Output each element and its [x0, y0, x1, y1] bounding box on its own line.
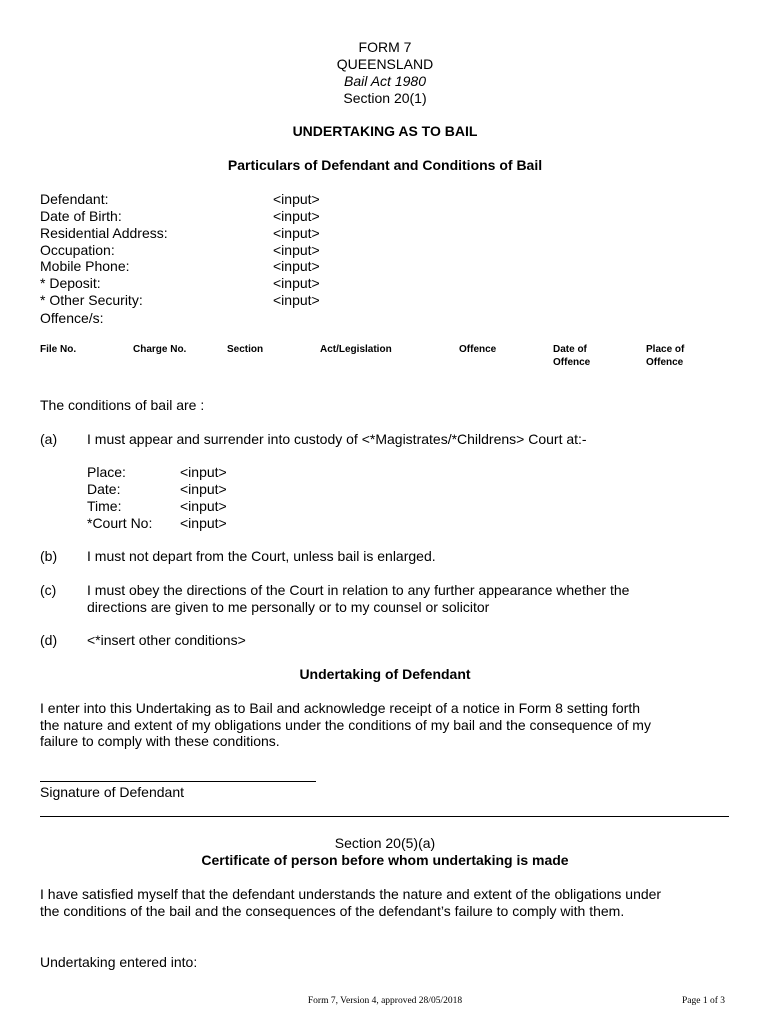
- residential-address-input[interactable]: <input>: [273, 225, 320, 241]
- column-act-legislation: Act/Legislation: [320, 344, 392, 355]
- date-of-birth-input[interactable]: <input>: [273, 208, 320, 224]
- signature-label: Signature of Defendant: [40, 784, 184, 800]
- undertaking-heading: Undertaking of Defendant: [299, 666, 471, 682]
- place-input[interactable]: <input>: [180, 464, 227, 480]
- occupation-input[interactable]: <input>: [273, 242, 320, 258]
- defendant-label: Defendant:: [40, 191, 109, 207]
- column-date-of-offence-line2: Offence: [553, 357, 591, 368]
- undertaking-text-line3: failure to comply with these conditions.: [40, 733, 280, 749]
- other-security-label: * Other Security:: [40, 292, 143, 308]
- condition-c-text-line1: I must obey the directions of the Court in relation to any further appearance whether the: [87, 582, 630, 598]
- certificate-section-reference: Section 20(5)(a): [334, 835, 436, 851]
- condition-d-text: <*insert other conditions>: [87, 632, 246, 648]
- occupation-label: Occupation:: [40, 242, 115, 258]
- deposit-label: * Deposit:: [40, 275, 101, 291]
- time-input[interactable]: <input>: [180, 498, 227, 514]
- place-label: Place:: [87, 464, 126, 480]
- state-name: QUEENSLAND: [336, 56, 434, 72]
- condition-c-marker: (c): [40, 582, 57, 598]
- mobile-phone-input[interactable]: <input>: [273, 258, 320, 274]
- condition-a-text: I must appear and surrender into custody of <*Magistrates/*Childrens> Court at:-: [87, 431, 587, 447]
- section-reference: Section 20(1): [343, 90, 427, 106]
- offences-label: Offence/s:: [40, 310, 104, 326]
- column-place-of-offence-line1: Place of: [646, 344, 685, 355]
- document-title: UNDERTAKING AS TO BAIL: [292, 123, 478, 139]
- certificate-text-line2: the conditions of the bail and the consequences of the defendant’s failure to comply with them.: [40, 903, 625, 919]
- column-offence: Offence: [459, 344, 497, 355]
- column-charge-no: Charge No.: [133, 344, 187, 355]
- date-label: Date:: [87, 481, 121, 497]
- court-no-label: *Court No:: [87, 515, 153, 531]
- document-subtitle: Particulars of Defendant and Conditions of Bail: [227, 157, 543, 173]
- act-name: Bail Act 1980: [344, 73, 426, 89]
- date-input[interactable]: <input>: [180, 481, 227, 497]
- deposit-input[interactable]: <input>: [273, 275, 320, 291]
- time-label: Time:: [87, 498, 122, 514]
- certificate-heading: Certificate of person before whom undertaking is made: [201, 852, 569, 868]
- footer-version: Form 7, Version 4, approved 28/05/2018: [307, 996, 463, 1006]
- condition-b-text: I must not depart from the Court, unless bail is enlarged.: [87, 548, 436, 564]
- undertaking-entered-label: Undertaking entered into:: [40, 954, 198, 970]
- court-no-input[interactable]: <input>: [180, 515, 227, 531]
- mobile-phone-label: Mobile Phone:: [40, 258, 130, 274]
- column-date-of-offence-line1: Date of: [553, 344, 587, 355]
- other-security-input[interactable]: <input>: [273, 292, 320, 308]
- undertaking-text-line1: I enter into this Undertaking as to Bail and acknowledge receipt of a notice in Form 8 setting forth: [40, 700, 640, 716]
- conditions-intro: The conditions of bail are :: [40, 397, 205, 413]
- section-divider: [40, 816, 729, 817]
- residential-address-label: Residential Address:: [40, 225, 168, 241]
- form-number: FORM 7: [358, 39, 412, 55]
- condition-d-marker: (d): [40, 632, 58, 648]
- signature-line[interactable]: [40, 781, 316, 782]
- condition-b-marker: (b): [40, 548, 58, 564]
- date-of-birth-label: Date of Birth:: [40, 208, 122, 224]
- column-place-of-offence-line2: Offence: [646, 357, 684, 368]
- undertaking-text-line2: the nature and extent of my obligations under the conditions of my bail and the consequence of my: [40, 717, 651, 733]
- column-section: Section: [227, 344, 264, 355]
- certificate-text-line1: I have satisfied myself that the defendant understands the nature and extent of the obligations under: [40, 886, 662, 902]
- defendant-input[interactable]: <input>: [273, 191, 320, 207]
- footer-page-number: Page 1 of 3: [682, 996, 726, 1006]
- column-file-no: File No.: [40, 344, 77, 355]
- condition-c-text-line2: directions are given to me personally or to my counsel or solicitor: [87, 599, 490, 615]
- condition-a-marker: (a): [40, 431, 58, 447]
